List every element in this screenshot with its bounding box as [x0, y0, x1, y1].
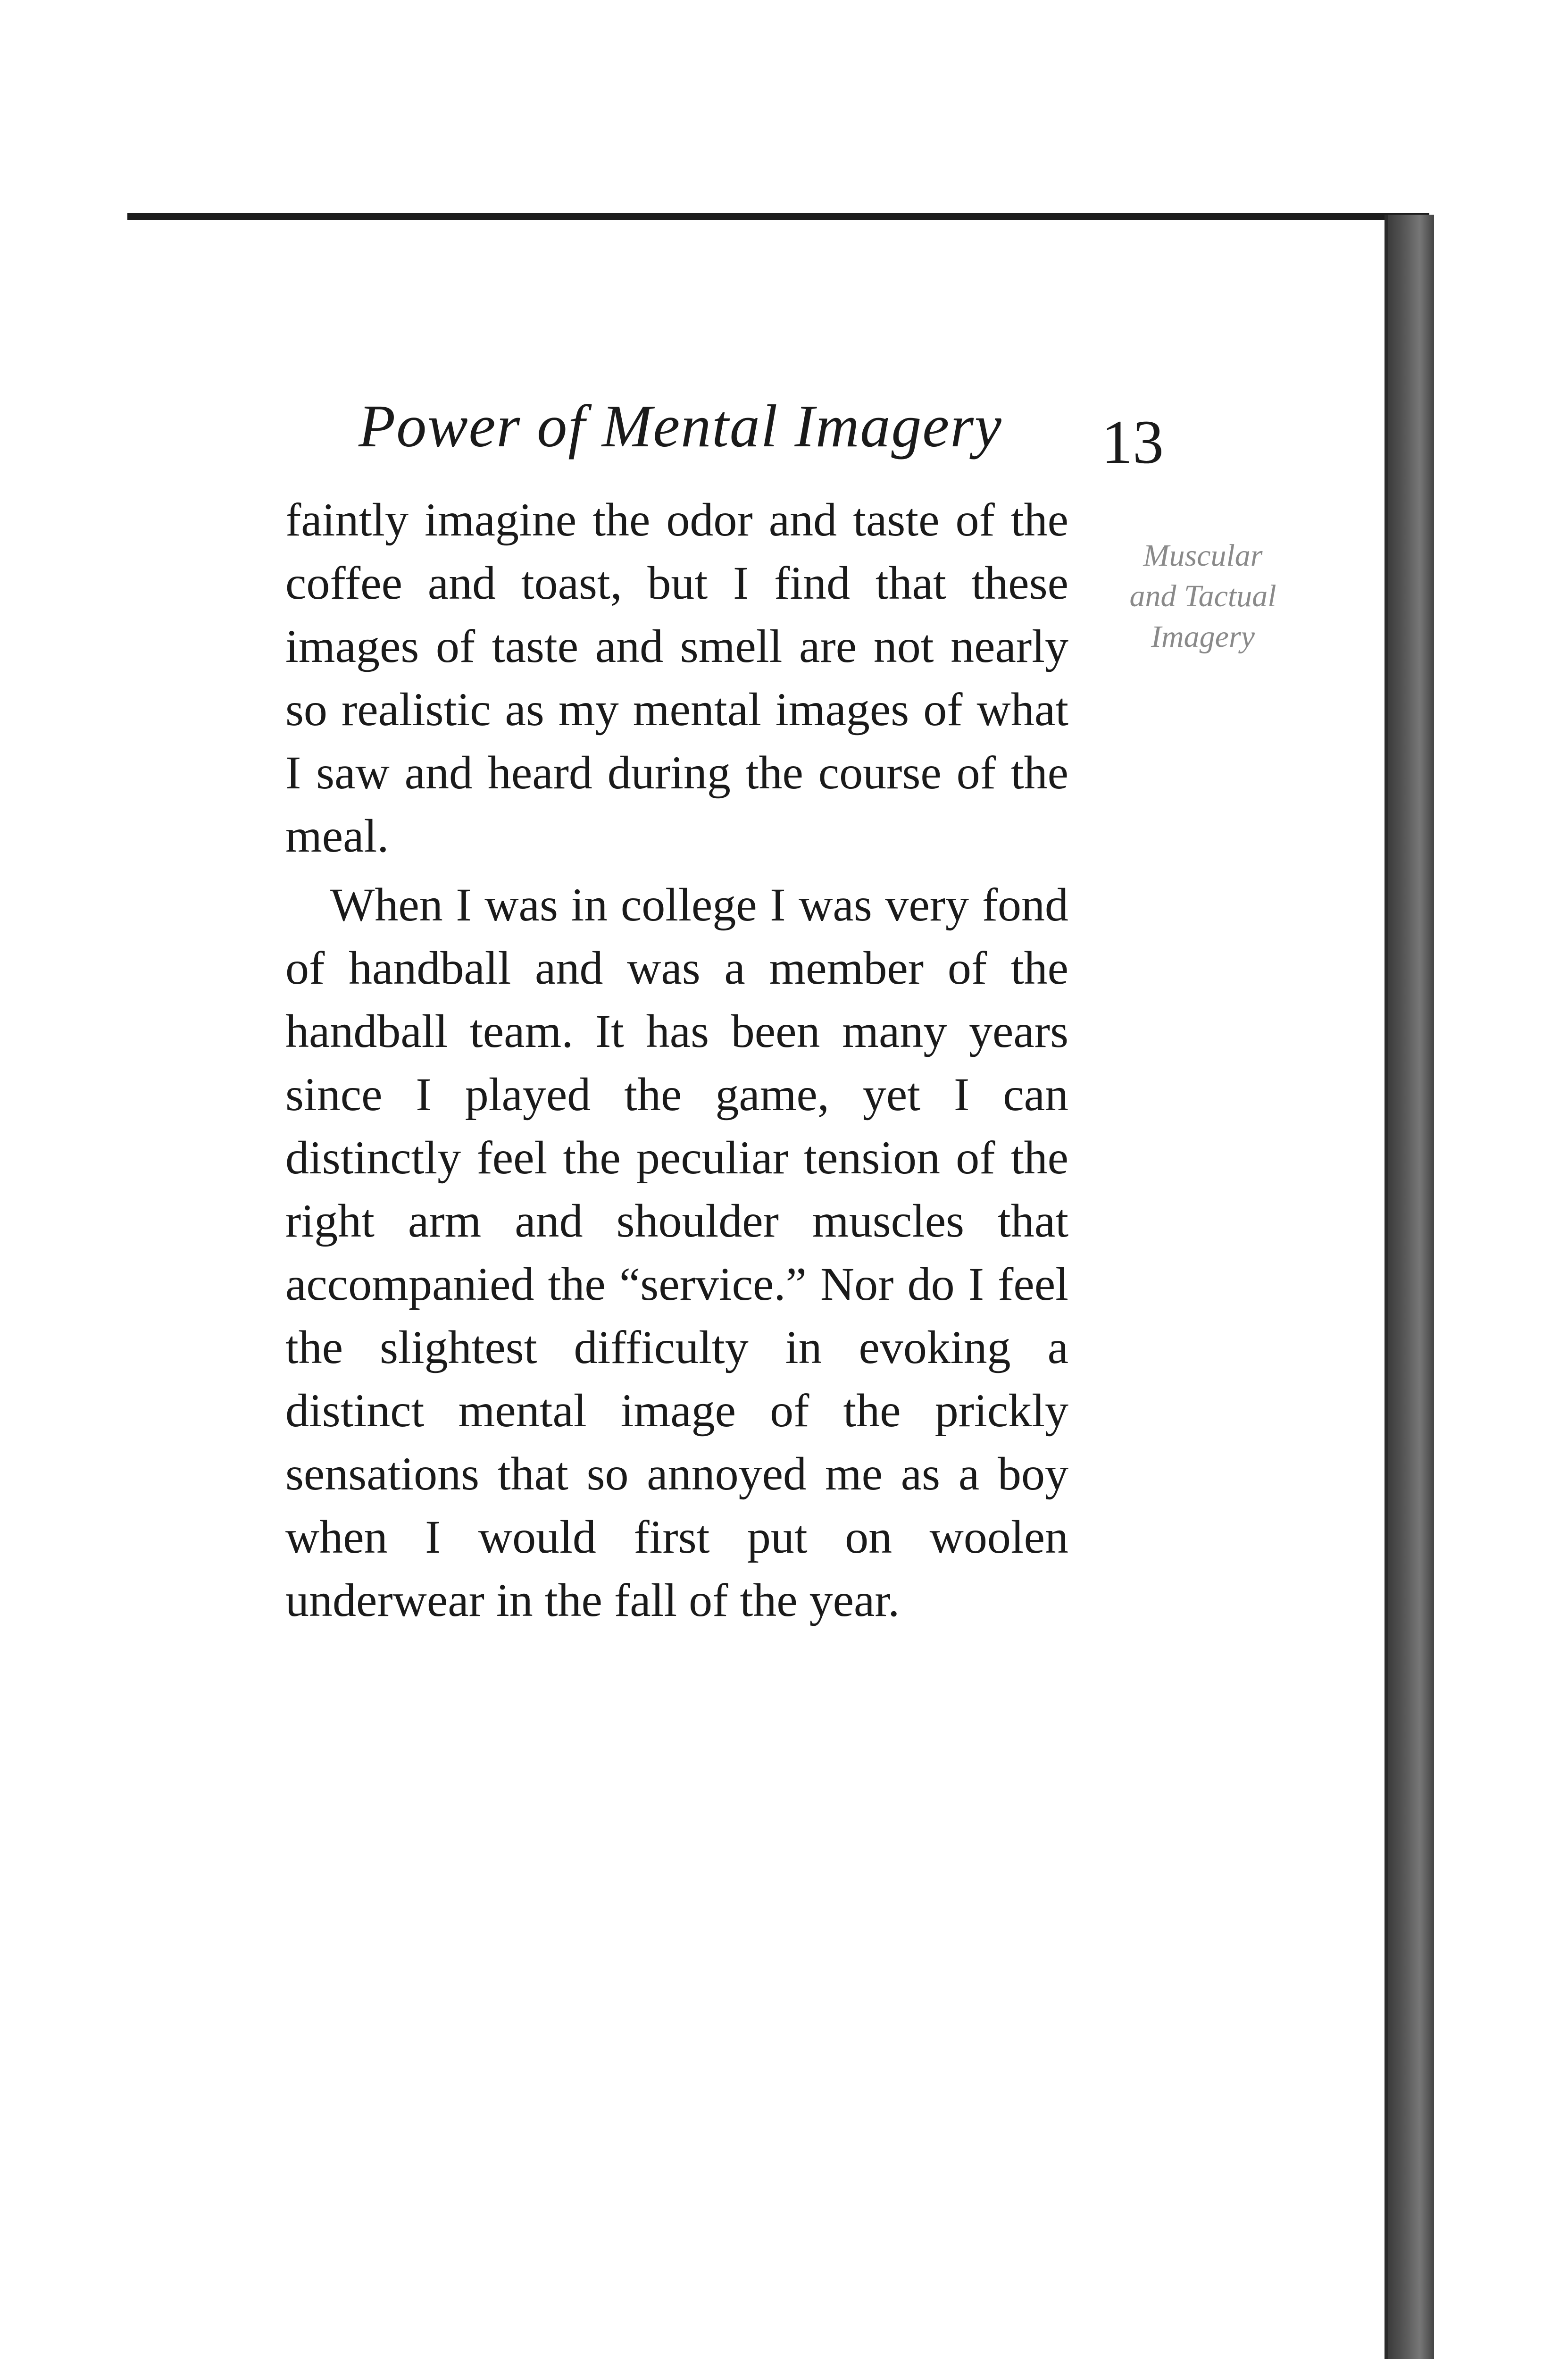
paragraph: When I was in college I was very fond of handball and was a member of the handball team. It has been many years since I played the game, yet I can distinctly feel the peculiar tension of the right arm and shoulder muscles that accompanied the “service.” Nor do I feel the slightest difficulty in evoking a distinct mental image of the prickly sensations that so annoyed me as a boy when I would first put on woolen underwear in the fall of the year. [285, 878, 1068, 1626]
paragraph: faintly imagine the odor and taste of the coffee and toast, but I find that these images of taste and smell are not nearly so realistic as my mental images of what I saw and heard during the course of the meal. [285, 494, 1068, 862]
marginal-note-line: and Tactual [1129, 579, 1276, 613]
book-edge-line [1385, 215, 1388, 2359]
marginal-note [1104, 535, 1302, 657]
body-text [285, 488, 1068, 1632]
marginal-note-line: Imagery [1151, 619, 1255, 654]
top-rule [127, 213, 1429, 220]
page-number: 13 [1101, 407, 1164, 477]
marginal-note-line: Muscular [1143, 538, 1263, 573]
book-edge [1387, 215, 1434, 2359]
running-head: Power of Mental Imagery [359, 393, 1002, 460]
